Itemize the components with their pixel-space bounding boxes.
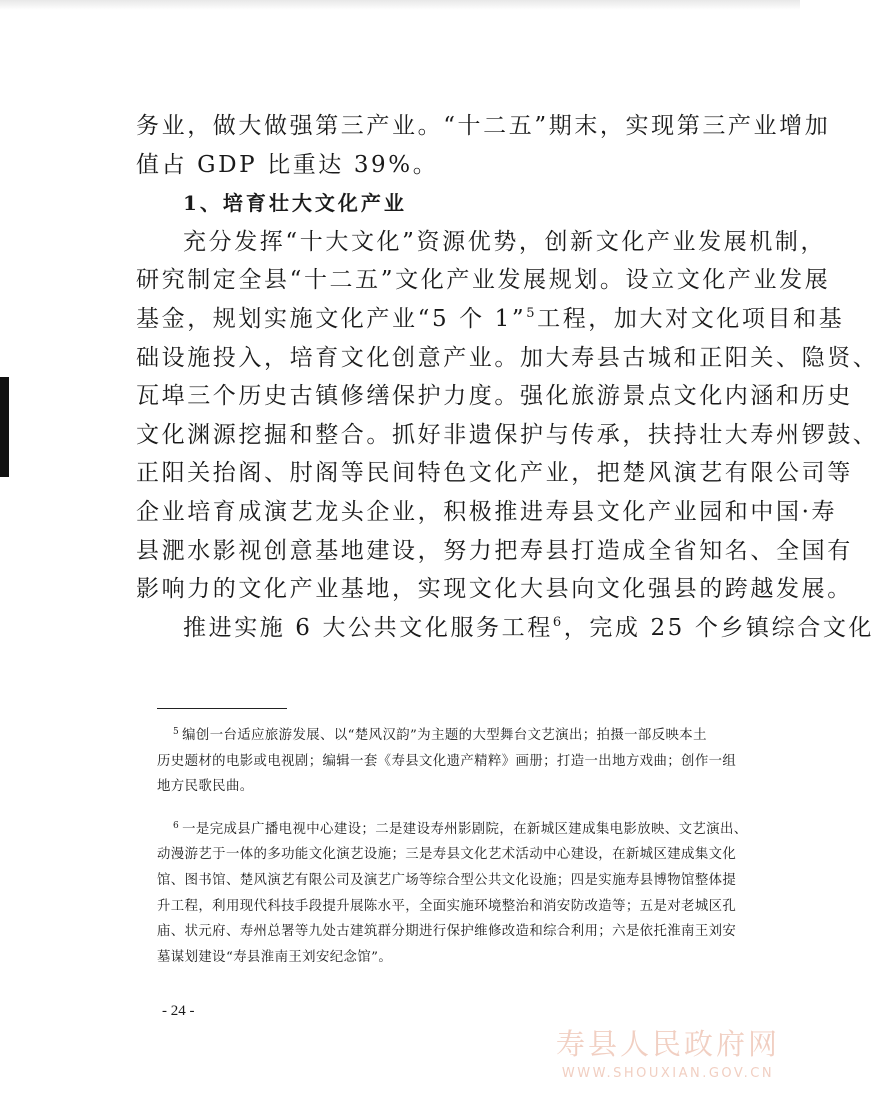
footnote-5 <box>157 720 737 800</box>
body-text <box>136 107 878 647</box>
scan-edge <box>0 0 800 10</box>
body-text-segment: 工程，加大对文化项目和基 <box>537 305 845 332</box>
body-line: 正阳关抬阁、肘阁等民间特色文化产业，把楚风演艺有限公司等 <box>136 460 853 487</box>
scan-binding-mark <box>0 377 9 477</box>
footnote-text: 一是完成县广播电视中心建设；二是建设寿州影剧院，在新城区建成集电影放映、文艺演出、 <box>182 821 748 837</box>
footnote-line: 动漫游艺于一体的多功能文化演艺设施；三是寿县文化艺术活动中心建设，在新城区建成集文化 <box>157 847 737 863</box>
footnote-line: 馆、图书馆、楚风演艺有限公司及演艺广场等综合型公共文化设施；四是实施寿县博物馆整体提 <box>157 872 737 888</box>
footnote-line: 庙、状元府、寿州总署等九处古建筑群分期进行保护维修改造和综合利用；六是依托淮南王刘安 <box>157 924 737 940</box>
body-line <box>136 300 845 339</box>
body-line: 影响力的文化产业基地，实现文化大县向文化强县的跨越发展。 <box>136 576 853 603</box>
footnote-line: 地方民歌民曲。 <box>157 779 254 795</box>
footnote-6 <box>157 814 748 971</box>
footnote-line: 历史题材的电影或电视剧；编辑一套《寿县文化遗产精粹》画册；打造一出地方戏曲；创作一组 <box>157 753 737 769</box>
body-line <box>136 609 875 648</box>
page-number: - 24 - <box>162 1003 195 1019</box>
body-line: 瓦埠三个历史古镇修缮保护力度。强化旅游景点文化内涵和历史 <box>136 383 853 410</box>
footnote-line: 升工程，利用现代科技手段提升展陈水平，全面实施环境整治和消安防改造等；五是对老城区孔 <box>157 898 737 914</box>
watermark-url: WWW.SHOUXIAN.GOV.CN <box>561 1066 775 1081</box>
body-line: 值占 GDP 比重达 39%。 <box>136 151 439 178</box>
body-line: 充分发挥“十大文化”资源优势，创新文化产业发展机制， <box>183 228 827 255</box>
body-text-segment: 基金，规划实施文化产业“5 个 1” <box>136 305 527 332</box>
footnote-text: 编创一台适应旅游发展、以“楚风汉韵”为主题的大型舞台文艺演出；拍摄一部反映本土 <box>182 728 707 743</box>
body-text-segment: ，完成 25 个乡镇综合文化 <box>563 614 875 641</box>
footnote-separator <box>157 708 287 709</box>
body-line: 文化渊源挖掘和整合。抓好非遗保护与传承，扶持壮大寿州锣鼓、 <box>136 421 878 448</box>
body-line: 县淝水影视创意基地建设，努力把寿县打造成全省知名、全国有 <box>136 537 853 564</box>
footnote-ref[interactable]: 5 <box>526 305 538 321</box>
body-line: 企业培育成演艺龙头企业，积极推进寿县文化产业园和中国·寿 <box>136 498 838 525</box>
footnote-line: 墓谋划建设“寿县淮南王刘安纪念馆”。 <box>157 949 393 965</box>
footnotes <box>157 720 748 984</box>
watermark-title: 寿县人民政府网 <box>555 1027 780 1061</box>
section-heading: 1、培育壮大文化产业 <box>183 191 407 216</box>
footnote-ref[interactable]: 6 <box>552 614 564 630</box>
body-line: 研究制定全县“十二五”文化产业发展规划。设立文化产业发展 <box>136 267 831 294</box>
footnote-line <box>157 720 712 749</box>
footnote-number: 5 <box>173 727 180 737</box>
site-watermark <box>548 1024 788 1084</box>
footnote-number: 6 <box>173 820 180 831</box>
body-line: 础设施投入，培育文化创意产业。加大寿县古城和正阳关、隐贤、 <box>136 344 878 371</box>
body-text-segment: 推进实施 6 大公共文化服务工程 <box>183 614 553 641</box>
body-line: 务业，做大做强第三产业。“十二五”期末，实现第三产业增加 <box>136 113 831 139</box>
footnote-line <box>157 814 748 843</box>
